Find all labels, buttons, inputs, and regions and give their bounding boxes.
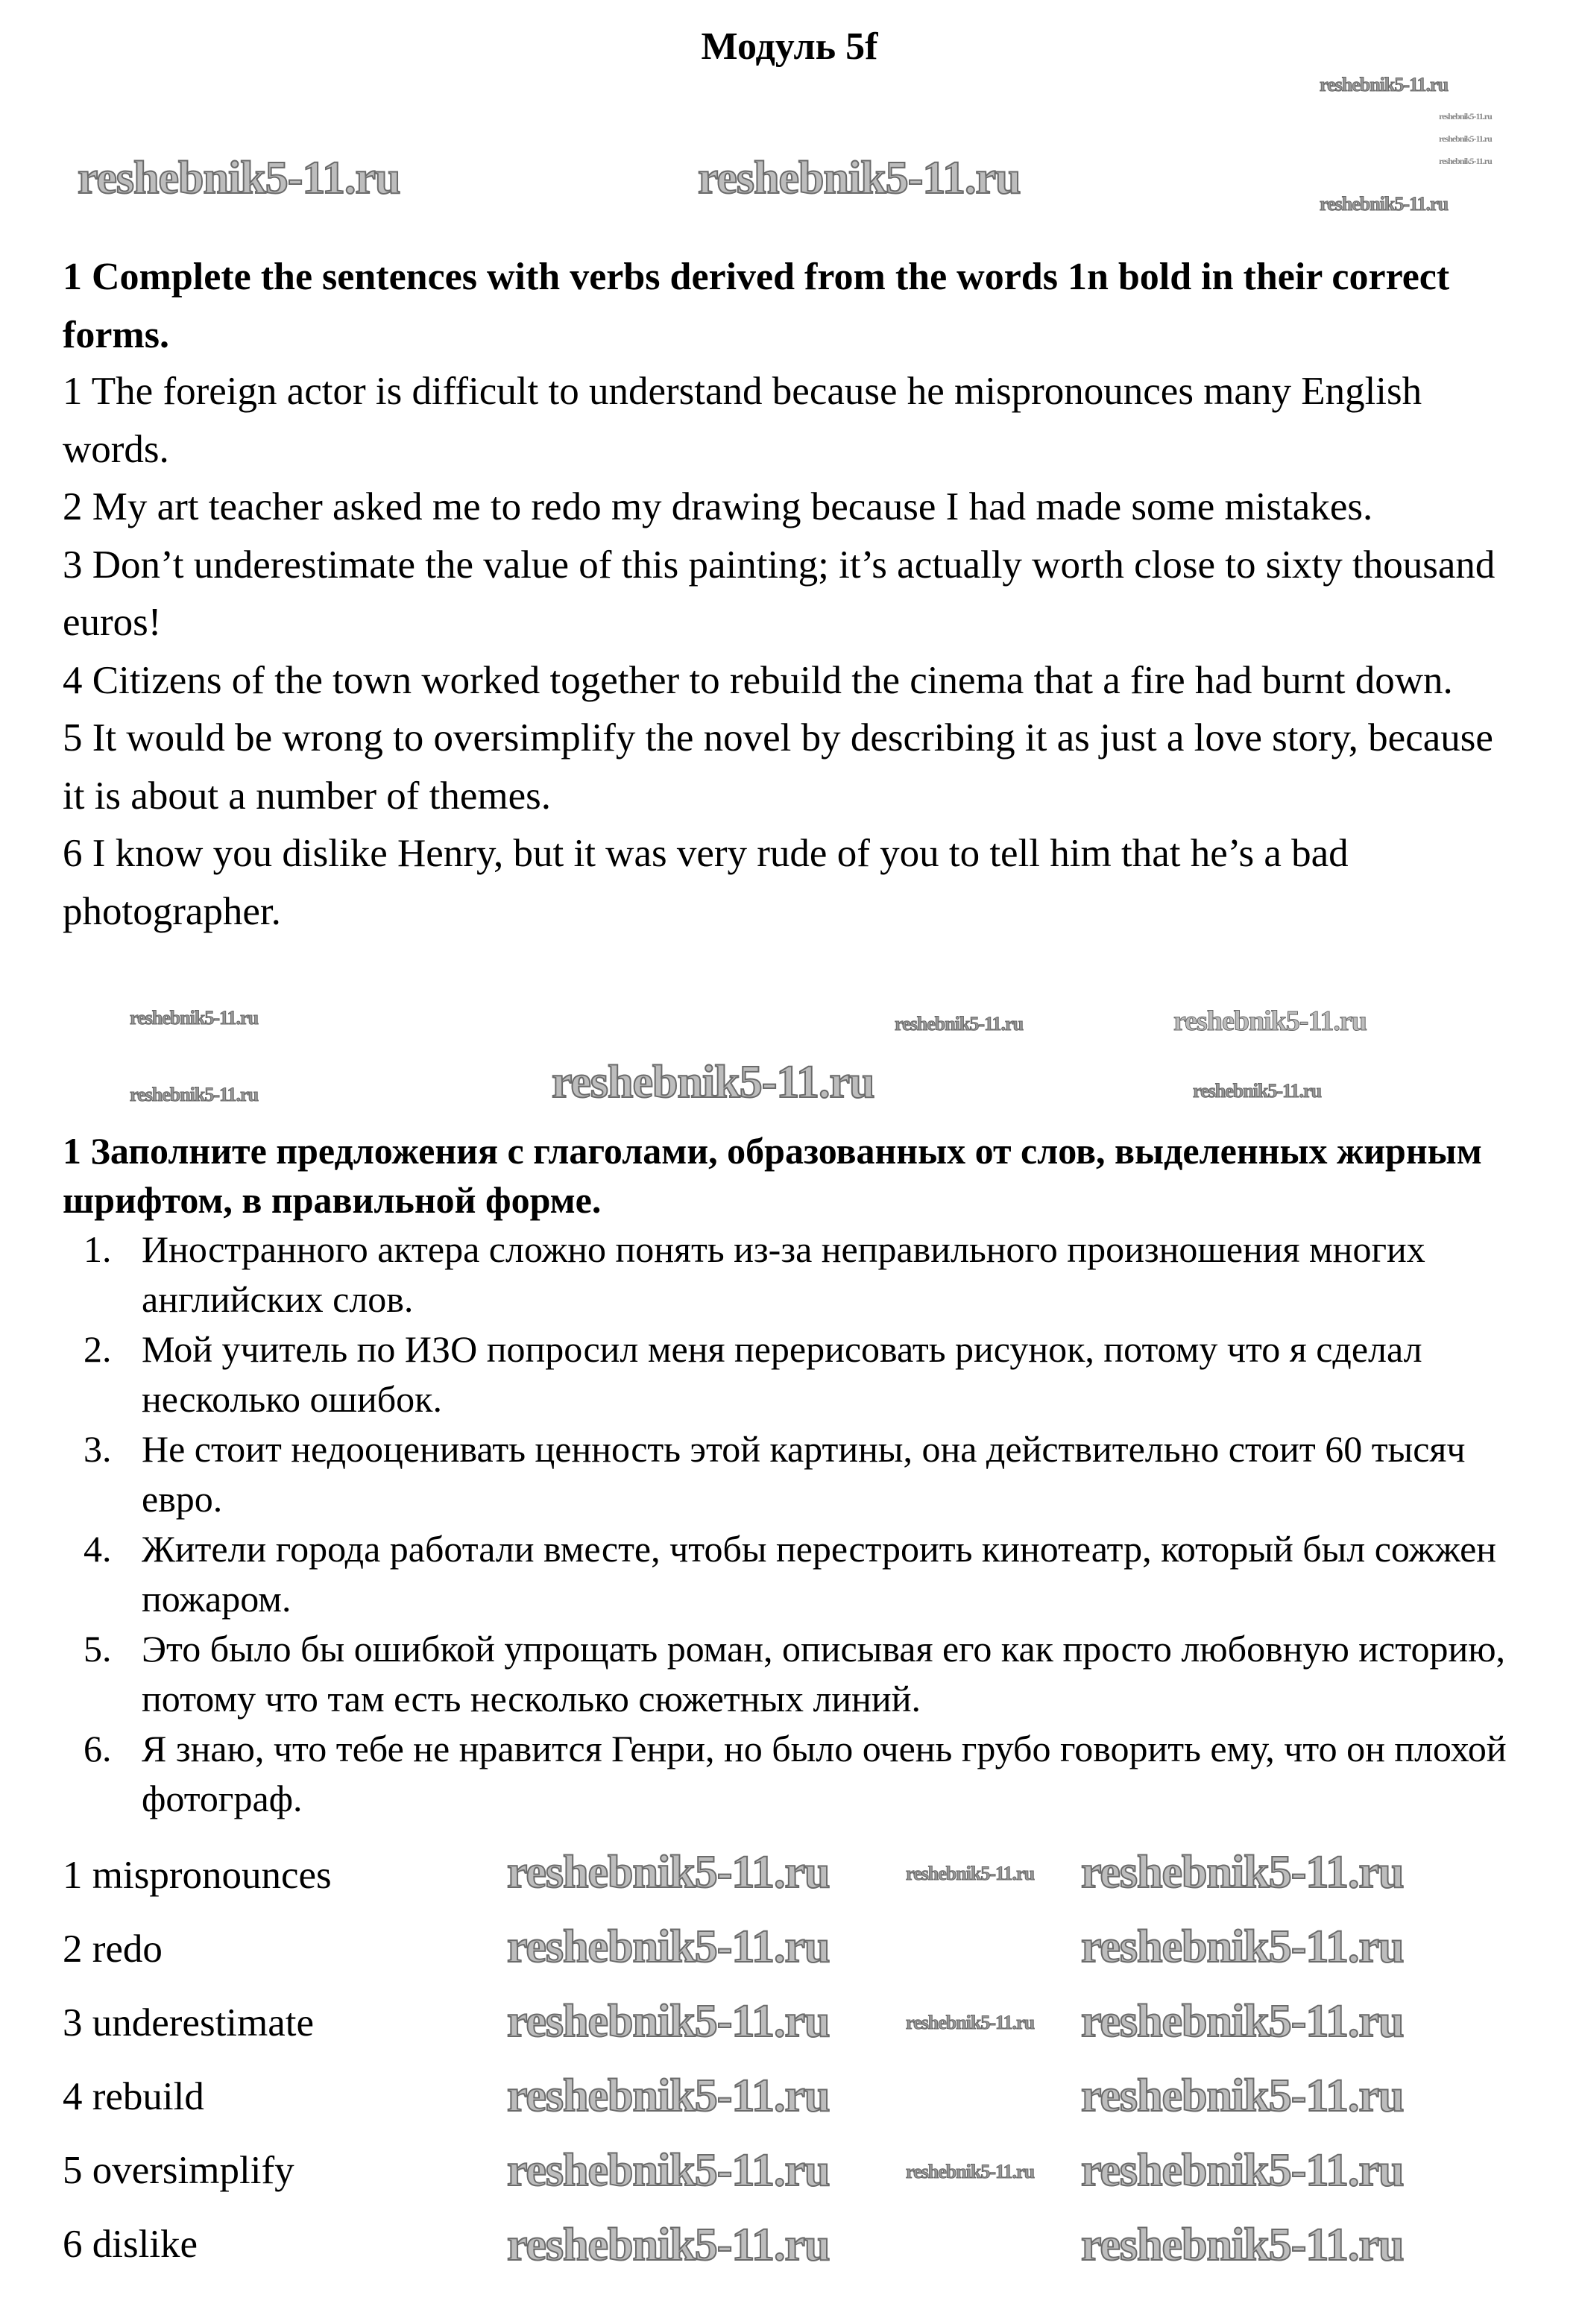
watermark: reshebnik5-11.ru	[1320, 74, 1449, 95]
english-sentences	[63, 363, 1524, 941]
item-number: 5.	[83, 1628, 112, 1670]
watermark: reshebnik5-11.ru	[1439, 156, 1492, 166]
list-item	[63, 1524, 1524, 1624]
watermark: reshebnik5-11.ru	[552, 1057, 874, 1108]
watermark: reshebnik5-11.ru	[1320, 193, 1449, 215]
answer: 1 mispronounces	[63, 1854, 332, 1897]
watermark: reshebnik5-11.ru	[1081, 1922, 1404, 1972]
item-text: Мой учитель по ИЗО попросил меня перерисовать рисунок, потому что я сделал несколько ошибок.	[142, 1328, 1422, 1420]
list-item	[63, 1324, 1524, 1424]
watermark: reshebnik5-11.ru	[1081, 2220, 1404, 2270]
sentence: 3 Don’t underestimate the value of this painting; it’s actually worth close to sixty thousand euros!	[63, 543, 1496, 644]
watermark: reshebnik5-11.ru	[1081, 2145, 1404, 2196]
sentence: 4 Citizens of the town worked together to rebuild the cinema that a fire had burnt down.	[63, 658, 1453, 702]
watermark: reshebnik5-11.ru	[1439, 133, 1492, 144]
watermark: reshebnik5-11.ru	[1081, 1847, 1404, 1898]
item-number: 6.	[83, 1728, 112, 1769]
watermark: reshebnik5-11.ru	[130, 1084, 259, 1105]
item-text: Жители города работали вместе, чтобы перестроить кинотеатр, который был сожжен пожаром.	[142, 1528, 1497, 1620]
item-text: Это было бы ошибкой упрощать роман, описывая его как просто любовную историю, потому что там есть несколько сюжетных линий.	[142, 1628, 1506, 1720]
list-item	[63, 1624, 1524, 1724]
answers-list	[63, 1839, 332, 2282]
item-text: Не стоит недооценивать ценность этой картины, она действительно стоит 60 тысяч евро.	[142, 1428, 1466, 1520]
watermark: reshebnik5-11.ru	[906, 2161, 1035, 2182]
item-text: Я знаю, что тебе не нравится Генри, но было очень грубо говорить ему, что он плохой фотограф.	[142, 1728, 1507, 1819]
watermark: reshebnik5-11.ru	[507, 1996, 830, 2047]
page-title: Модуль 5f	[701, 25, 878, 68]
watermark: reshebnik5-11.ru	[78, 153, 400, 203]
watermark: reshebnik5-11.ru	[507, 1847, 830, 1898]
answer: 2 redo	[63, 1927, 163, 1971]
russian-task-heading: 1 Заполните предложения с глаголами, образованных от слов, выделенных жирным шрифтом, в правильной форме.	[63, 1130, 1482, 1221]
item-text: Иностранного актера сложно понять из-за неправильного произношения многих английских слов.	[142, 1228, 1425, 1320]
answer: 6 dislike	[63, 2223, 198, 2266]
sentence: 5 It would be wrong to oversimplify the novel by describing it as just a love story, because it is about a number of themes.	[63, 716, 1493, 818]
item-number: 1.	[83, 1228, 112, 1270]
item-number: 2.	[83, 1328, 112, 1370]
watermark: reshebnik5-11.ru	[895, 1013, 1024, 1035]
watermark: reshebnik5-11.ru	[507, 2220, 830, 2270]
watermark: reshebnik5-11.ru	[1439, 111, 1492, 121]
sentence: 6 I know you dislike Henry, but it was very rude of you to tell him that he’s a bad photographer.	[63, 832, 1349, 933]
watermark: reshebnik5-11.ru	[1081, 2071, 1404, 2121]
answer: 5 oversimplify	[63, 2149, 294, 2192]
sentence: 2 My art teacher asked me to redo my drawing because I had made some mistakes.	[63, 485, 1373, 528]
watermark: reshebnik5-11.ru	[906, 1863, 1035, 1884]
list-item	[63, 1424, 1524, 1524]
russian-list	[63, 1225, 1524, 1824]
sentence: 1 The foreign actor is difficult to understand because he mispronounces many English words.	[63, 370, 1422, 471]
watermark: reshebnik5-11.ru	[507, 1922, 830, 1972]
list-item	[63, 1724, 1524, 1824]
watermark: reshebnik5-11.ru	[507, 2071, 830, 2121]
watermark: reshebnik5-11.ru	[906, 2012, 1035, 2033]
item-number: 3.	[83, 1428, 112, 1470]
english-task-heading: 1 Complete the sentences with verbs derived from the words 1n bold in their correct forms.	[63, 256, 1450, 356]
watermark: reshebnik5-11.ru	[1193, 1080, 1322, 1102]
watermark: reshebnik5-11.ru	[507, 2145, 830, 2196]
answer: 3 underestimate	[63, 2001, 315, 2044]
watermark: reshebnik5-11.ru	[1173, 1005, 1367, 1037]
watermark: reshebnik5-11.ru	[130, 1007, 259, 1029]
list-item	[63, 1225, 1524, 1324]
watermark: reshebnik5-11.ru	[1081, 1996, 1404, 2047]
watermark: reshebnik5-11.ru	[698, 153, 1021, 203]
answer: 4 rebuild	[63, 2075, 204, 2118]
item-number: 4.	[83, 1528, 112, 1570]
